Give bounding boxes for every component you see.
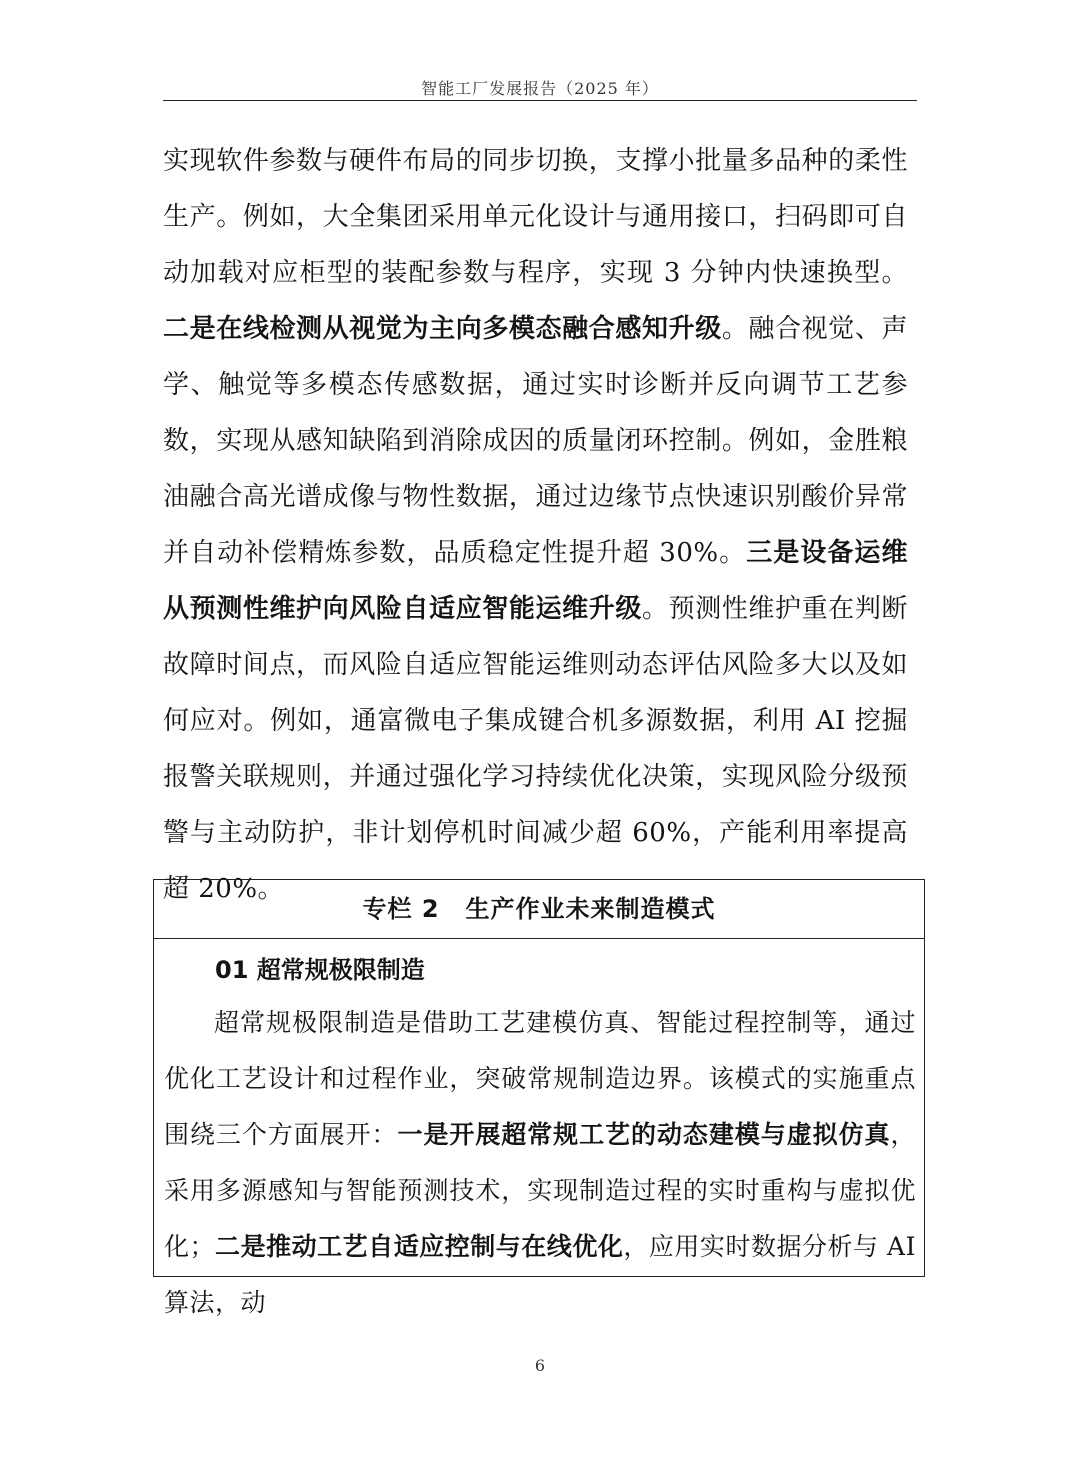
column-emphasis-1: 一是开展超常规工艺的动态建模与虚拟仿真	[397, 1120, 891, 1149]
body-text-3: 。预测性维护重在判断故障时间点，而风险自适应智能运维则动态评估风险多大以及如何应对。例如，通富微电子集成键合机多源数据，利用 AI 挖掘报警关联规则，并通过强化学习持续优化决策，实现风险分级预警与主动防护，非计划停机时间减少超 60%，产能利用率提高超 20%。	[163, 594, 908, 904]
column-section-heading: 01 超常规极限制造	[215, 956, 425, 984]
column-paragraph	[164, 995, 916, 1331]
column-box	[153, 879, 925, 1317]
column-emphasis-2: 二是推动工艺自适应控制与在线优化	[215, 1232, 624, 1261]
running-header: 智能工厂发展报告（2025 年）	[421, 79, 659, 98]
header-divider	[163, 100, 917, 101]
body-text-1: 实现软件参数与硬件布局的同步切换，支撑小批量多品种的柔性生产。例如，大全集团采用单元化设计与通用接口，扫码即可自动加载对应柜型的装配参数与程序，实现 3 分钟内快速换型。	[163, 146, 908, 288]
body-paragraph	[163, 133, 908, 917]
body-emphasis-2: 三是设备运维从预测性维护向风险自适应智能运维升级	[163, 538, 908, 624]
column-text-1: 超常规极限制造是借助工艺建模仿真、智能过程控制等，通过优化工艺设计和过程作业，突破常规制造边界。该模式的实施重点围绕三个方面展开：	[164, 1008, 916, 1149]
column-box-number: 专栏 2	[362, 895, 440, 923]
body-emphasis-1: 二是在线检测从视觉为主向多模态融合感知升级	[163, 314, 722, 344]
column-box-title	[154, 880, 924, 939]
body-text-2: 。融合视觉、声学、触觉等多模态传感数据，通过实时诊断并反向调节工艺参数，实现从感知缺陷到消除成因的质量闭环控制。例如，金胜粮油融合高光谱成像与物性数据，通过边缘节点快速识别酸价异常并自动补偿精炼参数，品质稳定性提升超 30%。	[163, 314, 908, 568]
column-text-3: ，应用实时数据分析与 AI 算法，动	[164, 1232, 916, 1317]
page-number: 6	[534, 1356, 546, 1375]
column-text-2: ，采用多源感知与智能预测技术，实现制造过程的实时重构与虚拟优化；	[164, 1120, 916, 1261]
column-box-heading: 生产作业未来制造模式	[465, 895, 716, 923]
